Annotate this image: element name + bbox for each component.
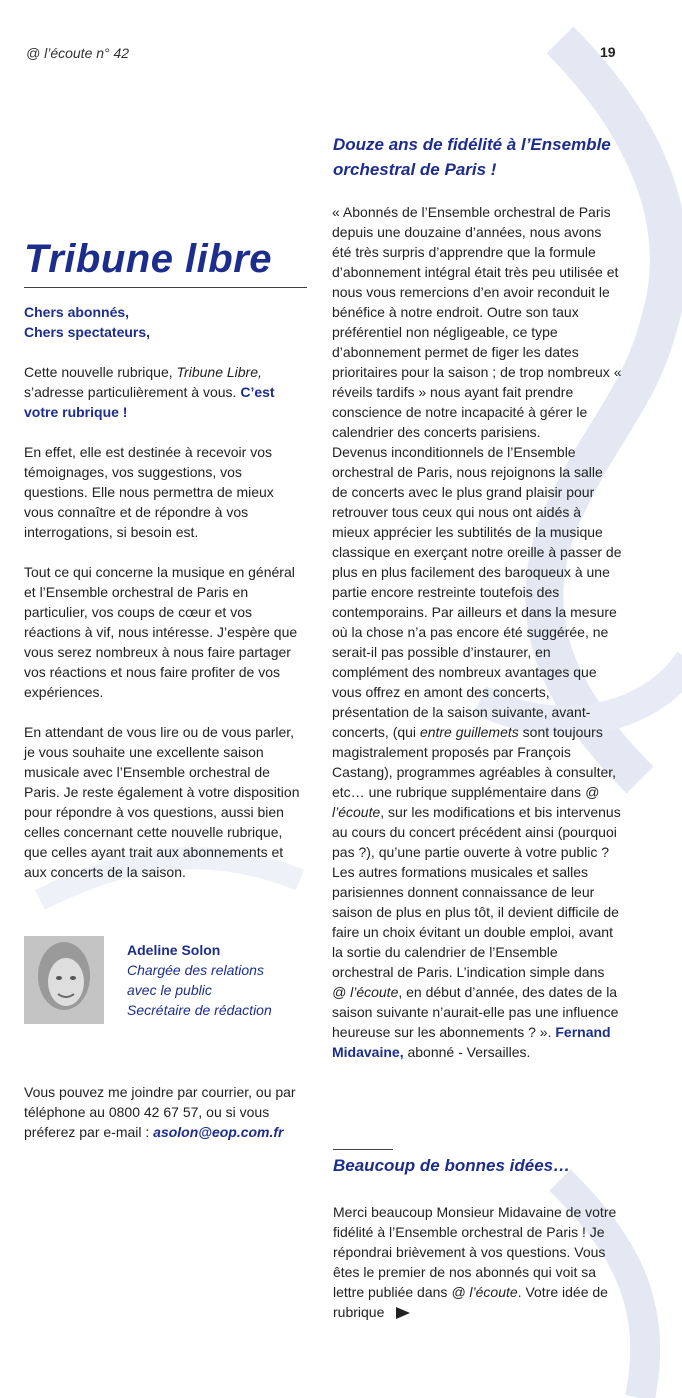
signature-block	[127, 940, 272, 1020]
paragraph-4: En attendant de vous lire ou de vous parler, je vous souhaite une excellente saison musicale avec l’Ensemble orchestral de Paris. Je reste également à votre disposition pour répondre à vos questions, aussi bien celles concernant cette nouvelle rubrique, que celles ayant trait aux abonnements et aux concerts de la saison.	[24, 724, 300, 880]
letter-location: abonné - Versailles.	[403, 1044, 531, 1060]
letter-paragraph-3	[332, 862, 622, 1062]
signature-role-3: Secrétaire de rédaction	[127, 1002, 272, 1018]
letter-text: sont toujours magistralement proposés par François Castang), programmes agréables à consulter, etc… une rubrique supplémentaire dans	[332, 724, 617, 800]
contact-email[interactable]: asolon@eop.com.fr	[153, 1124, 284, 1140]
publication-header: @ l’écoute n° 42	[26, 45, 130, 61]
publication-mention: @ l’écoute	[332, 784, 600, 820]
letter-text: , en début d’année, des dates de la saison suivante n’aurait-elle pas une influence heureuse sur les abonnements ? ».	[332, 984, 619, 1040]
intro-text-2: s’adresse particulièrement à vous.	[24, 384, 241, 400]
intro-paragraph	[24, 362, 306, 422]
contact-paragraph	[24, 1082, 310, 1142]
signature-role-1: Chargée des relations	[127, 962, 264, 978]
arrow-right-icon	[396, 1307, 410, 1319]
greeting-line-2: Chers spectateurs,	[24, 324, 151, 340]
letter-body	[332, 202, 622, 1062]
reply-text: Merci beaucoup Monsieur Midavaine de votre fidélité à l’Ensemble orchestral de Paris ! Je répondrai brièvement à vos questions. Vous êtes le premier de nos abonnés qui voit sa lettre publiée dans	[333, 1204, 617, 1300]
page-title: Tribune libre	[24, 237, 273, 281]
letter-text: Les autres formations musicales et salles parisiennes donnent connaissance de leur saison de plus en plus tôt, il devient difficile de faire un choix évitant un double emploi, avant la sortie du calendrier de l’Ensemble orchestral de Paris. L’indication simple dans	[332, 864, 619, 980]
signature-role-2: avec le public	[127, 982, 212, 998]
letter-paragraph-1: « Abonnés de l’Ensemble orchestral de Paris depuis une douzaine d’années, nous avons été très surpris d’apprendre que la formule d’abonnement intégral était très peu utilisée et nous vous remercions d’en avoir reconduit le bénéfice à notre endroit. Outre son taux préférentiel non négligeable, ce type d’abonnement permet de figer les dates prioritaires pour la saison ; de trop nombreux « réveils tardifs » nous ayant fait prendre conscience de notre incapacité à gérer le calendrier des concerts parisiens.	[332, 204, 622, 440]
author-photo	[24, 936, 104, 1024]
paragraph-3: Tout ce qui concerne la musique en général et l’Ensemble orchestral de Paris en particulier, vos coups de cœur et vos réactions à vif, nous intéresse. J’espère que vous serez nombreux à nous faire partager vos réactions et nous faire profiter de vos expériences.	[24, 564, 298, 700]
entre-guillemets: entre guillemets	[419, 724, 519, 740]
paragraph-2: En effet, elle est destinée à recevoir vos témoignages, vos suggestions, vos questions. Elle nous permettra de mieux vous connaître et de répondre à vos interrogations, si besoin est.	[24, 444, 274, 540]
reply-divider	[333, 1149, 393, 1150]
letter-author: Fernand Midavaine,	[332, 1024, 611, 1060]
publication-mention: @ l’écoute	[451, 1284, 518, 1300]
greeting	[24, 302, 314, 342]
intro-text: Cette nouvelle rubrique,	[24, 364, 177, 380]
signature-name: Adeline Solon	[127, 942, 221, 958]
contact-text: Vous pouvez me joindre par courrier, ou par téléphone au 0800 42 67 57, ou si vous préferez par e-mail :	[24, 1084, 296, 1140]
reply-tail: . Votre idée de rubrique	[333, 1284, 608, 1320]
letter-paragraph-2	[332, 442, 622, 862]
rubric-name: Tribune Libre,	[176, 364, 262, 380]
letter-title: Douze ans de fidélité à l’Ensemble orchestral de Paris !	[333, 135, 611, 179]
publication-mention: @ l’écoute	[332, 984, 399, 1000]
greeting-line-1: Chers abonnés,	[24, 304, 130, 320]
title-divider	[24, 287, 307, 288]
intro-emphasis: C’est votre rubrique !	[24, 384, 275, 420]
reply-paragraph	[333, 1202, 623, 1322]
page-number: 19	[600, 44, 616, 60]
letter-text: , sur les modifications et bis intervenus au cours du concert précédent ainsi (pourquoi pas ?), qu’une partie ouverte à votre public ?	[332, 804, 621, 860]
letter-text: Devenus inconditionnels de l’Ensemble orchestral de Paris, nous rejoignons la salle de concerts avec le plus grand plaisir pour retrouver tous ceux qui nous ont aidés à mieux apprécier les subtilités de la musique classique en exerçant notre oreille à passer de plus en plus facilement des baroqueux à une partie encore restreinte toutefois des contemporains. Par ailleurs et dans la mesure où la chose n’a pas encore été suggérée, ne serait-il pas possible d’instaurer, en complément des nombreux avantages que vous offrez en amont des concerts, présentation de la saison suivante, avant-concerts, (qui	[332, 444, 622, 740]
reply-title: Beaucoup de bonnes idées…	[333, 1156, 571, 1175]
